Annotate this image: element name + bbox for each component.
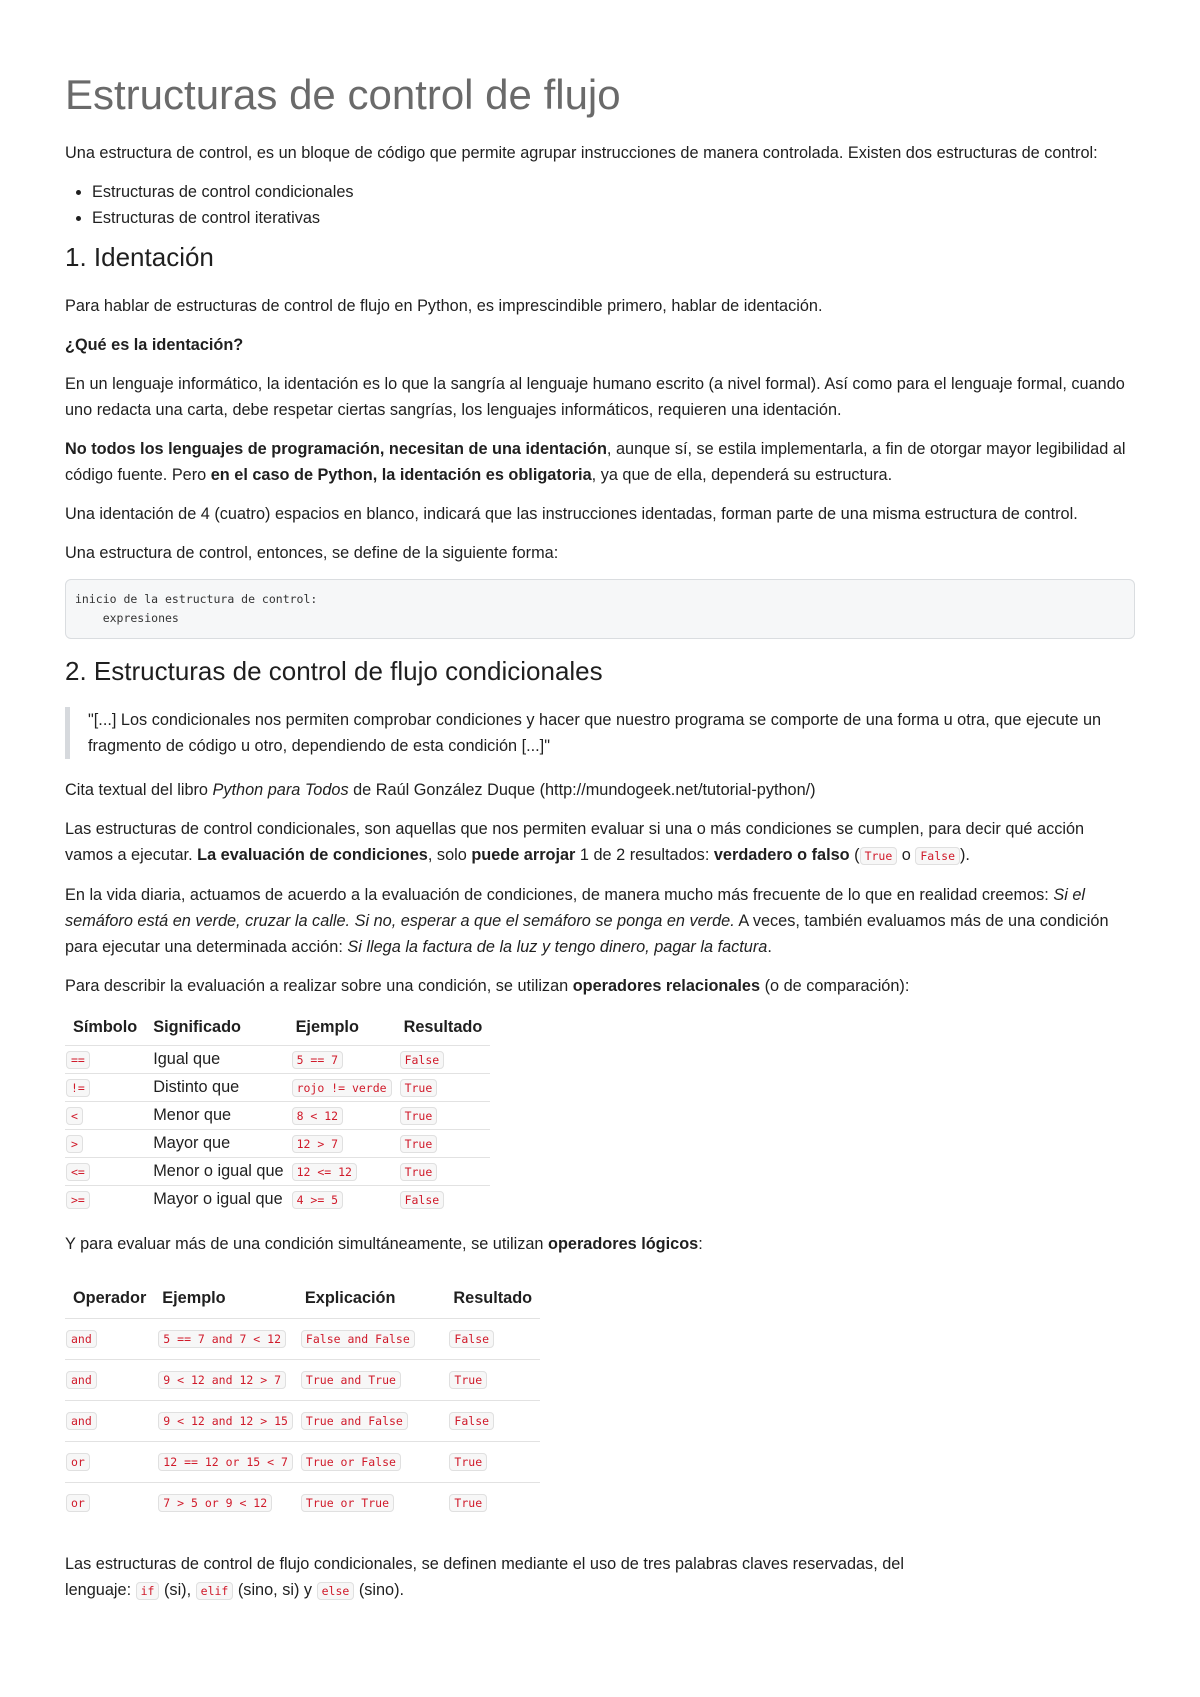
inline-code: True	[860, 847, 898, 865]
cell-code: True	[400, 1135, 438, 1153]
cell-code: ==	[66, 1051, 90, 1069]
cell-code: and	[66, 1412, 97, 1430]
code-block: inicio de la estructura de control: expresiones	[65, 579, 1135, 639]
book-title: Python para Todos	[212, 780, 349, 799]
cell-code: True	[449, 1494, 487, 1512]
table-row	[65, 1101, 490, 1129]
column-header: Ejemplo	[295, 1017, 359, 1036]
cell-code: <=	[66, 1163, 90, 1181]
table-row	[65, 1073, 490, 1101]
cell-code: False and False	[301, 1330, 415, 1348]
table-row	[65, 1045, 490, 1073]
cell-code: True and False	[301, 1412, 408, 1430]
inline-code: False	[915, 847, 960, 865]
inline-code: if	[136, 1582, 160, 1600]
cell-code: and	[66, 1371, 97, 1389]
paragraph: Las estructuras de control condicionales, son aquellas que nos permiten evaluar si una o más condiciones se cumplen, para decir qué acción vamos a ejecutar. La evaluación de condiciones, solo puede arrojar 1 de 2 resultados: verdadero o falso ( True o False ).	[65, 819, 1085, 864]
cell-code: 5 == 7	[292, 1051, 344, 1069]
cell-code: True	[400, 1079, 438, 1097]
section-heading-identacion: 1. Identación	[65, 242, 214, 273]
cell-code: >=	[66, 1191, 90, 1209]
cell: Mayor que	[145, 1129, 287, 1157]
cell-code: !=	[66, 1079, 90, 1097]
cell-code: 9 < 12 and 12 > 7	[158, 1371, 286, 1389]
table-row	[65, 1441, 540, 1482]
relational-operators-table	[65, 1012, 490, 1213]
intro-paragraph: Una estructura de control, es un bloque de código que permite agrupar instrucciones de manera controlada. Existen dos estructuras de control:	[65, 144, 1098, 163]
paragraph: En la vida diaria, actuamos de acuerdo a la evaluación de condiciones, de manera mucho más frecuente de lo que en realidad creemos: Si el semáforo está en verde, cruzar la calle. Si no, esperar a que el semáforo se ponga en verde. A veces, también evaluamos más de una condición para ejecutar una determinada acción: Si llega la factura de la luz y tengo dinero, pagar la factura.	[65, 885, 1109, 956]
cell: Igual que	[145, 1045, 287, 1073]
blockquote	[65, 707, 1135, 759]
cell-code: 12 > 7	[292, 1135, 344, 1153]
cell-code: False	[400, 1191, 445, 1209]
cell: Menor que	[145, 1101, 287, 1129]
cell-code: True and True	[301, 1371, 401, 1389]
cell-code: True or False	[301, 1453, 401, 1471]
question-heading: ¿Qué es la identación?	[65, 336, 244, 355]
cell-code: <	[66, 1107, 83, 1125]
table-row	[65, 1157, 490, 1185]
column-header: Resultado	[403, 1017, 483, 1036]
cell-code: 4 >= 5	[292, 1191, 344, 1209]
cell-code: 12 == 12 or 15 < 7	[158, 1453, 293, 1471]
column-header: Resultado	[453, 1288, 533, 1307]
table-header-row	[65, 1279, 540, 1319]
cell-code: False	[449, 1330, 494, 1348]
logical-operators-table	[65, 1279, 540, 1523]
cell-code: False	[449, 1412, 494, 1430]
list-item: • Estructuras de control iterativas	[92, 205, 1135, 231]
cell: Menor o igual que	[145, 1157, 287, 1185]
table-row	[65, 1318, 540, 1359]
cell-code: False	[400, 1051, 445, 1069]
paragraph: Una identación de 4 (cuatro) espacios en blanco, indicará que las instrucciones identadas, forman parte de una misma estructura de control.	[65, 505, 1078, 524]
inline-code: elif	[196, 1582, 234, 1600]
cell-code: True	[400, 1163, 438, 1181]
inline-code: else	[317, 1582, 355, 1600]
paragraph: Las estructuras de control de flujo condicionales, se definen mediante el uso de tres palabras claves reservadas, del lenguaje: if (si), elif (sino, si) y else (sino).	[65, 1554, 904, 1599]
paragraph: Y para evaluar más de una condición simultáneamente, se utilizan operadores lógicos:	[65, 1234, 703, 1253]
cell-code: 8 < 12	[292, 1107, 344, 1125]
table-row	[65, 1185, 490, 1213]
cell-code: True or True	[301, 1494, 394, 1512]
cell-code: 5 == 7 and 7 < 12	[158, 1330, 286, 1348]
cell-code: 9 < 12 and 12 > 15	[158, 1412, 293, 1430]
cell-code: True	[449, 1371, 487, 1389]
cell-code: rojo != verde	[292, 1079, 392, 1097]
paragraph: Para hablar de estructuras de control de flujo en Python, es imprescindible primero, hablar de identación.	[65, 297, 823, 316]
paragraph: En un lenguaje informático, la identación es lo que la sangría al lenguaje humano escrito (a nivel formal). Así como para el lenguaje formal, cuando uno redacta una carta, debe respetar ciertas sangrías, los lenguajes informáticos, requieren una identación.	[65, 375, 1125, 420]
cell-code: or	[66, 1453, 90, 1471]
citation: Cita textual del libro Python para Todos de Raúl González Duque (http://mundogeek.net/tutorial-python/)	[65, 780, 816, 799]
column-header: Explicación	[304, 1288, 396, 1307]
quote-text: "[...] Los condicionales nos permiten comprobar condiciones y hacer que nuestro programa se comporte de una forma u otra, que ejecute un fragmento de código u otro, dependiendo de esta condición [...]"	[88, 710, 1102, 755]
cell: Mayor o igual que	[145, 1185, 287, 1213]
cell-code: 12 <= 12	[292, 1163, 357, 1181]
column-header: Símbolo	[73, 1017, 138, 1036]
page-title: Estructuras de control de flujo	[65, 71, 621, 118]
column-header: Significado	[153, 1017, 241, 1036]
paragraph: Una estructura de control, entonces, se define de la siguiente forma:	[65, 544, 559, 563]
intro-list	[65, 179, 1135, 231]
column-header: Operador	[73, 1288, 147, 1307]
table-row	[65, 1359, 540, 1400]
cell-code: >	[66, 1135, 83, 1153]
section-heading-condicionales: 2. Estructuras de control de flujo condicionales	[65, 656, 603, 687]
table-row	[65, 1482, 540, 1523]
cell-code: True	[400, 1107, 438, 1125]
column-header: Ejemplo	[162, 1288, 226, 1307]
cell-code: or	[66, 1494, 90, 1512]
cell-code: 7 > 5 or 9 < 12	[158, 1494, 272, 1512]
cell-code: and	[66, 1330, 97, 1348]
list-item: • Estructuras de control condicionales	[92, 179, 1135, 205]
table-header-row	[65, 1012, 490, 1046]
table-row	[65, 1129, 490, 1157]
cell: Distinto que	[145, 1073, 287, 1101]
paragraph: No todos los lenguajes de programación, necesitan de una identación, aunque sí, se estila implementarla, a fin de otorgar mayor legibilidad al código fuente. Pero en el caso de Python, la identación es obligatoria, ya que de ella, dependerá su estructura.	[65, 440, 1126, 485]
table-row	[65, 1400, 540, 1441]
paragraph: Para describir la evaluación a realizar sobre una condición, se utilizan operadores relacionales (o de comparación):	[65, 976, 910, 995]
cell-code: True	[449, 1453, 487, 1471]
